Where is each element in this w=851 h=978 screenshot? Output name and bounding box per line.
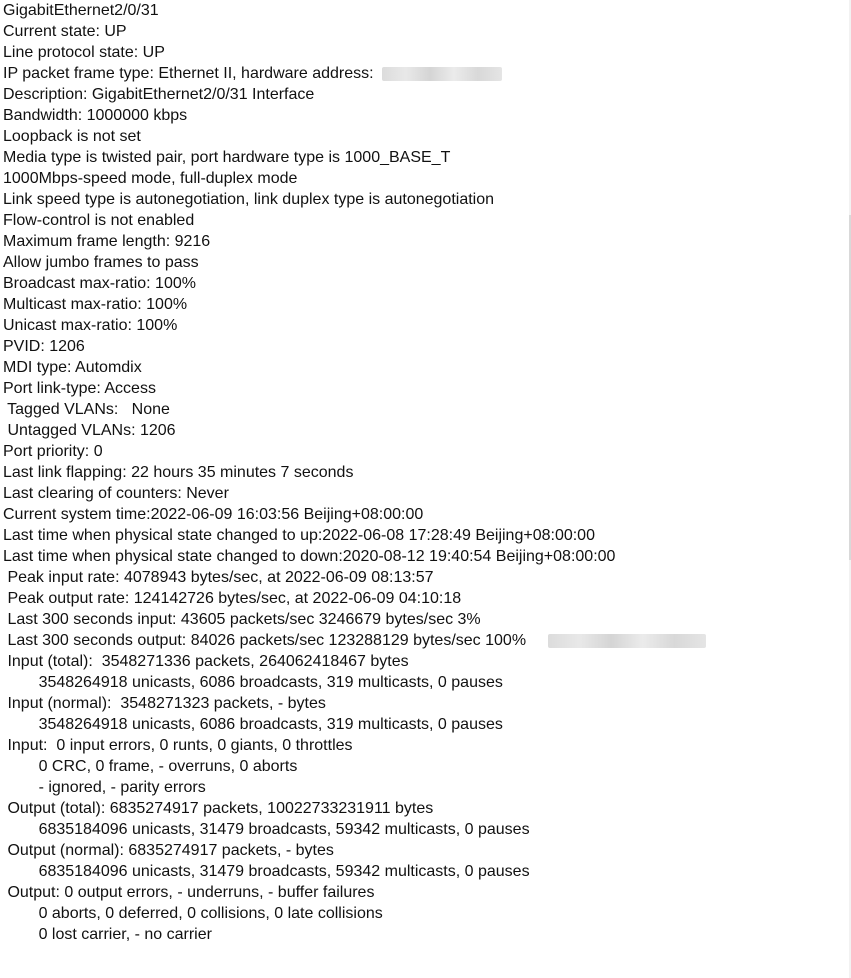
output-line (3, 735, 833, 756)
output-line (3, 252, 833, 273)
line-text: Output (total): 6835274917 packets, 10022733231911 bytes (3, 800, 434, 817)
redacted-hardware-address (382, 67, 502, 81)
line-text: 0 aborts, 0 deferred, 0 collisions, 0 late collisions (3, 905, 383, 922)
line-text: MDI type: Automdix (3, 359, 142, 376)
output-line (3, 336, 833, 357)
output-line (3, 357, 833, 378)
output-line (3, 63, 833, 84)
line-text: 0 CRC, 0 frame, - overruns, 0 aborts (3, 758, 298, 775)
output-line (3, 756, 833, 777)
line-text: Link speed type is autonegotiation, link duplex type is autonegotiation (3, 191, 495, 208)
output-line (3, 861, 833, 882)
output-line (3, 693, 833, 714)
line-text: IP packet frame type: Ethernet II, hardware address: (3, 65, 379, 82)
line-text: Last 300 seconds input: 43605 packets/sec 3246679 bytes/sec 3% (3, 611, 481, 628)
line-text: Line protocol state: UP (3, 44, 165, 61)
output-line (3, 168, 833, 189)
output-line (3, 819, 833, 840)
output-line (3, 504, 833, 525)
output-line (3, 483, 833, 504)
output-line (3, 588, 833, 609)
output-line (3, 567, 833, 588)
output-line (3, 210, 833, 231)
line-text: Loopback is not set (3, 128, 141, 145)
line-text: Last time when physical state changed to down:2020-08-12 19:40:54 Beijing+08:00:00 (3, 548, 616, 565)
output-line (3, 42, 833, 63)
output-line (3, 273, 833, 294)
output-line (3, 315, 833, 336)
line-text: Flow-control is not enabled (3, 212, 195, 229)
output-line (3, 189, 833, 210)
line-text: Last 300 seconds output: 84026 packets/sec 123288129 bytes/sec 100% (3, 632, 527, 649)
line-text: Media type is twisted pair, port hardware type is 1000_BASE_T (3, 149, 451, 166)
output-line (3, 378, 833, 399)
output-line (3, 0, 833, 21)
line-text: 6835184096 unicasts, 31479 broadcasts, 59342 multicasts, 0 pauses (3, 821, 530, 838)
redacted-region (548, 634, 706, 648)
output-line (3, 609, 833, 630)
line-text: Peak input rate: 4078943 bytes/sec, at 2022-06-09 08:13:57 (3, 569, 434, 586)
output-line (3, 630, 833, 651)
line-text: Broadcast max-ratio: 100% (3, 275, 196, 292)
output-line (3, 525, 833, 546)
output-line (3, 126, 833, 147)
line-text: Port link-type: Access (3, 380, 156, 397)
output-line (3, 651, 833, 672)
line-text: Unicast max-ratio: 100% (3, 317, 178, 334)
output-line (3, 21, 833, 42)
output-line (3, 903, 833, 924)
output-line (3, 441, 833, 462)
interface-output-text (3, 0, 833, 978)
line-text: Allow jumbo frames to pass (3, 254, 199, 271)
output-line (3, 924, 833, 945)
line-text: 3548264918 unicasts, 6086 broadcasts, 319 multicasts, 0 pauses (3, 674, 503, 691)
line-text: Maximum frame length: 9216 (3, 233, 211, 250)
line-text: Multicast max-ratio: 100% (3, 296, 188, 313)
line-text: Current state: UP (3, 23, 127, 40)
output-line (3, 420, 833, 441)
line-text: 0 lost carrier, - no carrier (3, 926, 212, 943)
output-line (3, 672, 833, 693)
line-text: PVID: 1206 (3, 338, 85, 355)
output-line (3, 399, 833, 420)
line-text: Input: 0 input errors, 0 runts, 0 giants, 0 throttles (3, 737, 353, 754)
line-text: Last time when physical state changed to up:2022-06-08 17:28:49 Beijing+08:00:00 (3, 527, 595, 544)
output-line (3, 147, 833, 168)
line-text: 6835184096 unicasts, 31479 broadcasts, 59342 multicasts, 0 pauses (3, 863, 530, 880)
line-text: 1000Mbps-speed mode, full-duplex mode (3, 170, 298, 187)
line-text: Input (normal): 3548271323 packets, - bytes (3, 695, 326, 712)
line-text: 3548264918 unicasts, 6086 broadcasts, 319 multicasts, 0 pauses (3, 716, 503, 733)
output-line (3, 882, 833, 903)
line-text: Last clearing of counters: Never (3, 485, 229, 502)
output-line (3, 840, 833, 861)
line-text: Output (normal): 6835274917 packets, - bytes (3, 842, 334, 859)
line-text: GigabitEthernet2/0/31 (3, 2, 159, 19)
output-line (3, 84, 833, 105)
line-text: Untagged VLANs: 1206 (3, 422, 176, 439)
line-text: Current system time:2022-06-09 16:03:56 Beijing+08:00:00 (3, 506, 424, 523)
line-text: - ignored, - parity errors (3, 779, 206, 796)
line-text: Peak output rate: 124142726 bytes/sec, at 2022-06-09 04:10:18 (3, 590, 462, 607)
line-text: Input (total): 3548271336 packets, 264062418467 bytes (3, 653, 409, 670)
output-line (3, 294, 833, 315)
output-line (3, 798, 833, 819)
output-line (3, 231, 833, 252)
line-text: Description: GigabitEthernet2/0/31 Interface (3, 86, 315, 103)
line-text: Output: 0 output errors, - underruns, - buffer failures (3, 884, 375, 901)
line-text: Last link flapping: 22 hours 35 minutes 7 seconds (3, 464, 354, 481)
output-line (3, 105, 833, 126)
output-line (3, 462, 833, 483)
line-text: Port priority: 0 (3, 443, 103, 460)
line-text: Tagged VLANs: None (3, 401, 170, 418)
output-line (3, 714, 833, 735)
output-line (3, 777, 833, 798)
output-line (3, 546, 833, 567)
line-text: Bandwidth: 1000000 kbps (3, 107, 188, 124)
